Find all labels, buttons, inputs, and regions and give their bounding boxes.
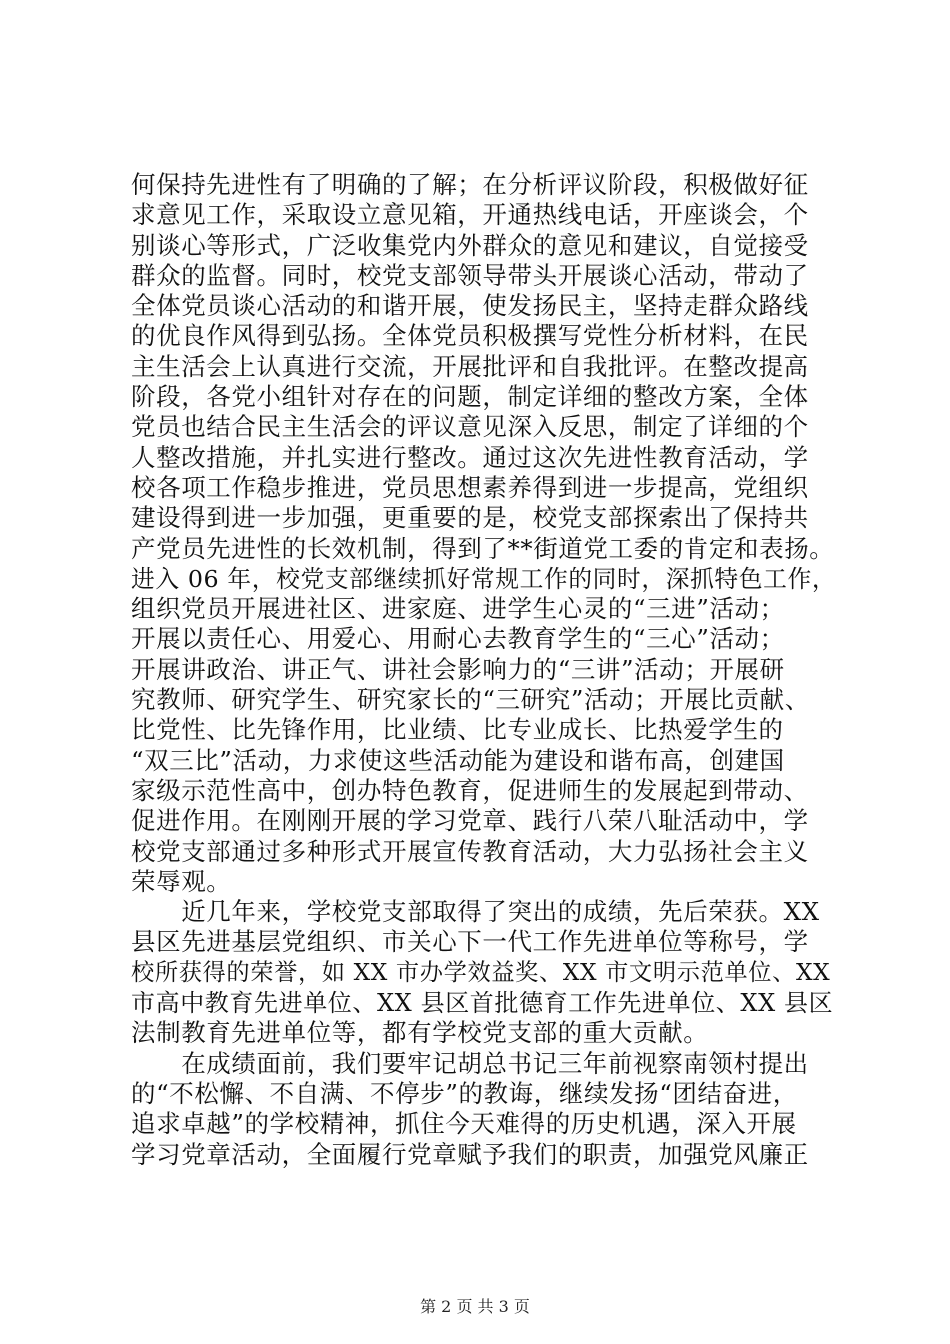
text-line: 的“不松懈、不自满、不停步”的教诲，继续发扬“团结奋进， <box>131 1078 798 1108</box>
text-line: 究教师、研究学生、研究家长的“三研究”活动；开展比贡献、 <box>131 685 810 715</box>
text-line: 别谈心等形式，广泛收集党内外群众的意见和建议，自觉接受 <box>131 230 809 260</box>
text-line: 产党员先进性的长效机制，得到了**街道党工委的肯定和表扬。 <box>131 533 835 563</box>
text-line: 求意见工作，采取设立意见箱，开通热线电话，开座谈会，个 <box>131 200 809 230</box>
text-line: 开展讲政治、讲正气、讲社会影响力的“三讲”活动；开展研 <box>131 654 785 684</box>
text-line: 法制教育先进单位等，都有学校党支部的重大贡献。 <box>131 1018 709 1048</box>
text-line: 追求卓越”的学校精神，抓住今天难得的历史机遇，深入开展 <box>131 1109 797 1139</box>
text-line: 人整改措施，并扎实进行整改。通过这次先进性教育活动，学 <box>131 442 809 472</box>
text-line: 党员也结合民主生活会的评议意见深入反思，制定了详细的个 <box>131 412 809 442</box>
text-line: 校各项工作稳步推进，党员思想素养得到进一步提高，党组织 <box>131 472 809 502</box>
text-line: 阶段，各党小组针对存在的问题，制定详细的整改方案，全体 <box>131 382 809 412</box>
text-line: 开展以责任心、用爱心、用耐心去教育学生的“三心”活动； <box>131 624 785 654</box>
text-line: 何保持先进性有了明确的了解；在分析评议阶段，积极做好征 <box>131 170 809 199</box>
text-line: “双三比”活动，力求使这些活动能为建设和谐布高，创建国 <box>131 745 785 775</box>
text-line: 县区先进基层党组织、市关心下一代工作先进单位等称号，学 <box>131 927 809 957</box>
text-line: 校所获得的荣誉，如 XX 市办学效益奖、XX 市文明示范单位、XX <box>131 958 831 986</box>
text-line: 比党性、比先锋作用，比业绩、比专业成长、比热爱学生的 <box>131 715 784 745</box>
text-line: 主生活会上认真进行交流，开展批评和自我批评。在整改提高 <box>131 351 809 381</box>
text-line: 组织党员开展进社区、进家庭、进学生心灵的“三进”活动； <box>131 594 785 624</box>
text-line: 全体党员谈心活动的和谐开展，使发扬民主，坚持走群众路线 <box>131 291 809 321</box>
text-line: 市高中教育先进单位、XX 县区首批德育工作先进单位、XX 县区 <box>131 989 834 1018</box>
text-line: 近几年来，学校党支部取得了突出的成绩，先后荣获。XX <box>131 897 820 927</box>
text-line: 促进作用。在刚刚开展的学习党章、践行八荣八耻活动中，学 <box>131 806 809 836</box>
text-line: 进入 06 年，校党支部继续抓好常规工作的同时，深抓特色工作， <box>131 564 837 593</box>
text-line: 群众的监督。同时，校党支部领导带头开展谈心活动，带动了 <box>131 260 809 290</box>
body-text <box>131 170 836 1170</box>
text-line: 学习党章活动，全面履行党章赋予我们的职责，加强党风廉正 <box>131 1139 809 1169</box>
text-line: 家级示范性高中，创办特色教育，促进师生的发展起到带动、 <box>131 775 809 805</box>
text-line: 校党支部通过多种形式开展宣传教育活动，大力弘扬社会主义 <box>131 836 809 866</box>
text-line: 建设得到进一步加强，更重要的是，校党支部探索出了保持共 <box>131 503 809 533</box>
text-line: 在成绩面前，我们要牢记胡总书记三年前视察南领村提出 <box>131 1048 809 1078</box>
text-line: 荣辱观。 <box>131 866 232 896</box>
text-line: 的优良作风得到弘扬。全体党员积极撰写党性分析材料，在民 <box>131 321 809 351</box>
page-footer: 第 2 页 共 3 页 <box>420 1297 530 1316</box>
